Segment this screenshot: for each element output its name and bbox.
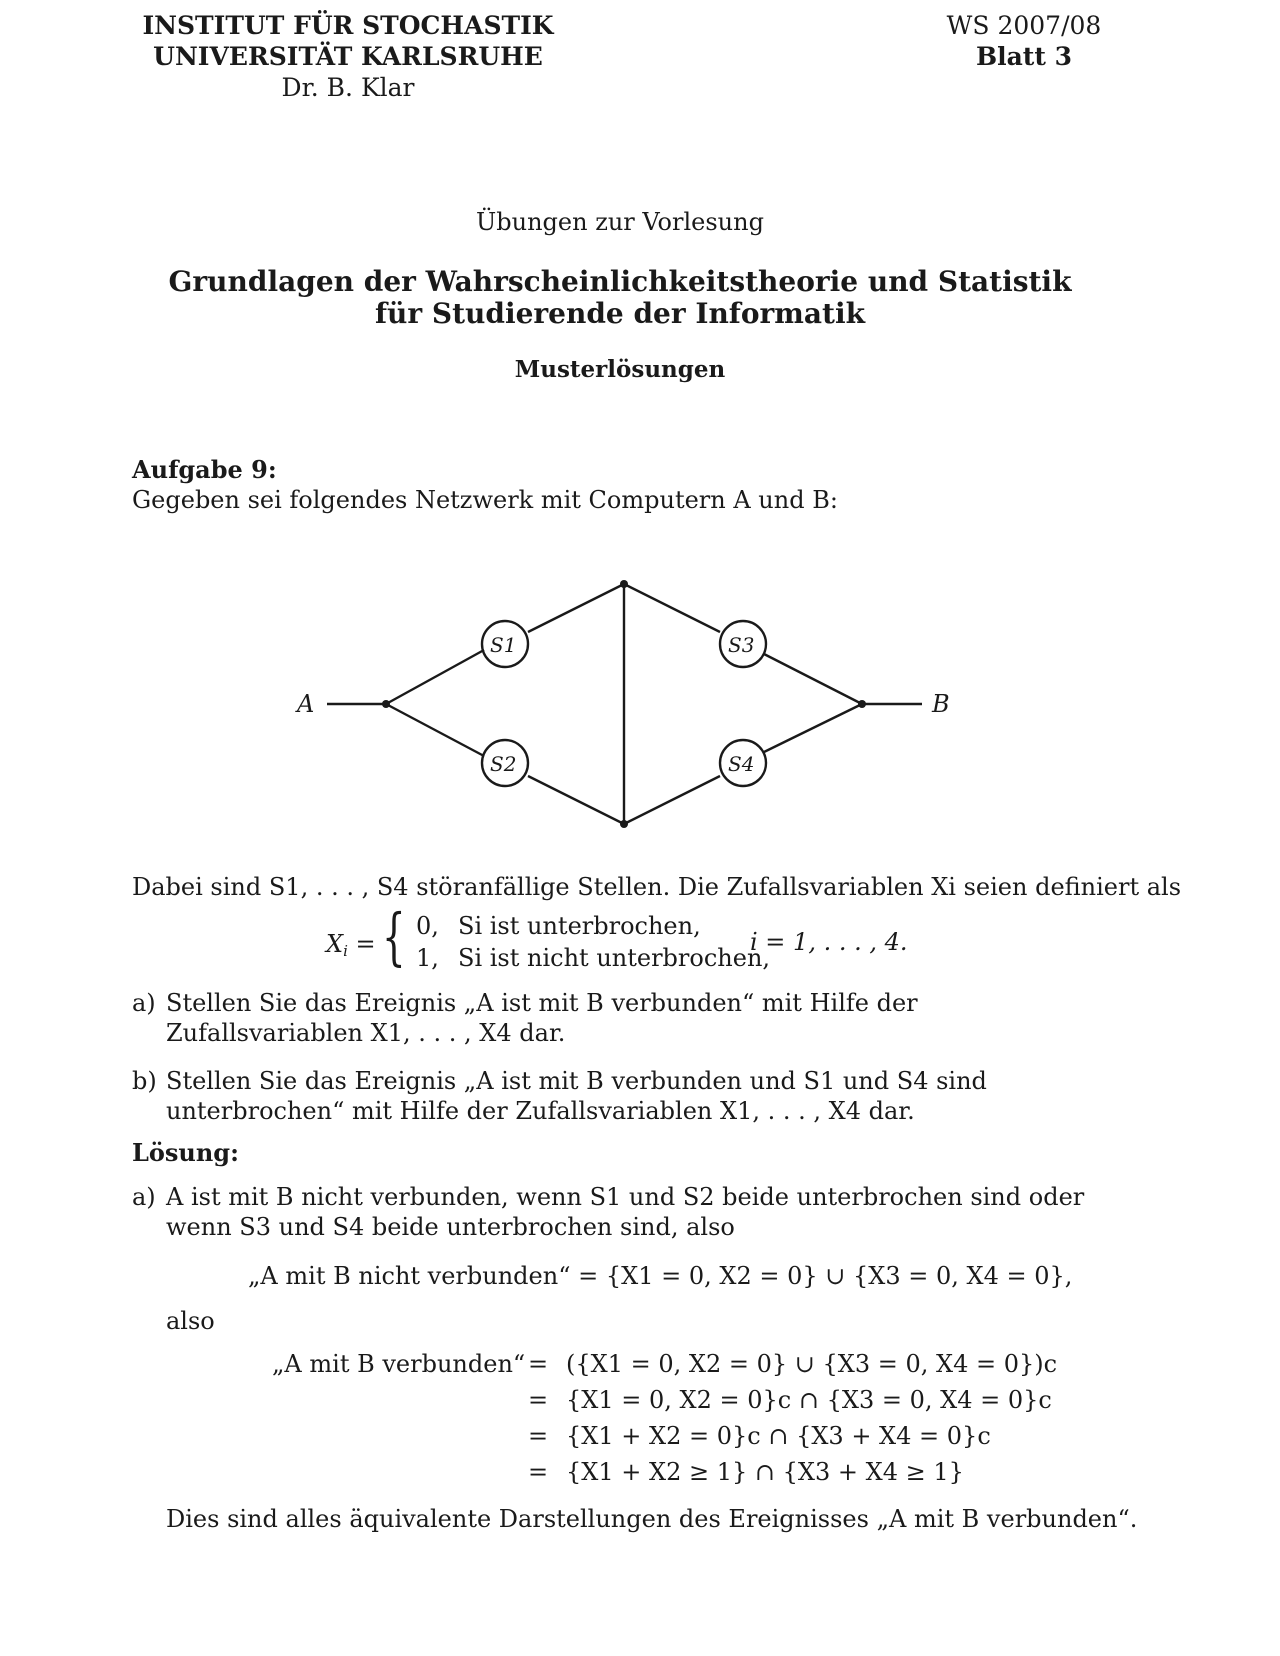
connected-lhs: „A mit B verbunden“ [272, 1350, 526, 1378]
junction-b [858, 700, 866, 708]
part-a-label: a) [132, 989, 156, 1017]
solution-a-label: a) [132, 1183, 156, 1211]
exercise-intro-text: Gegeben sei folgendes Netzwerk mit Computern A und B: [132, 486, 838, 514]
node-s3-label: S3 [728, 633, 755, 657]
university-name: UNIVERSITÄT KARLSRUHE [153, 42, 543, 71]
label-a: A [297, 690, 315, 718]
eq-sign-4: = [528, 1458, 549, 1486]
definition-text: Dabei sind S1, . . . , S4 störanfällige Stellen. Die Zufallsvariablen Xi seien definiert als [132, 873, 1182, 901]
author-name: Dr. B. Klar [281, 73, 415, 102]
node-s2-label: S2 [490, 752, 517, 776]
course-subtitle: Übungen zur Vorlesung [476, 208, 764, 236]
xi-lhs: $X_i$ = [326, 930, 376, 960]
also-text: also [166, 1307, 215, 1335]
exercise-heading: Aufgabe 9: [132, 455, 277, 484]
eq-sign-1: = [528, 1350, 549, 1378]
case1-value: 1, [416, 944, 439, 972]
course-title-line2: für Studierende der Informatik [374, 297, 866, 330]
edge-top-s3 [624, 584, 720, 632]
part-a-text: Stellen Sie das Ereignis „A ist mit B verbunden“ mit Hilfe der Zufallsvariablen X1, . . . , X4 dar. [166, 989, 918, 1047]
part-b-label: b) [132, 1067, 157, 1095]
edge-s3-b [764, 654, 862, 704]
solution-heading: Lösung: [132, 1138, 239, 1167]
case0-value: 0, [416, 912, 439, 940]
solution-a-text: A ist mit B nicht verbunden, wenn S1 und S2 beide unterbrochen sind oder wenn S3 und S4 beide unterbrochen sind, also [166, 1183, 1085, 1241]
part-b-text: Stellen Sie das Ereignis „A ist mit B verbunden und S1 und S4 sind unterbrochen“ mit Hilfe der Zufallsvariablen X1, . . . , X4 dar. [166, 1067, 987, 1125]
node-s4-label: S4 [728, 752, 755, 776]
sheet-number: Blatt 3 [975, 42, 1073, 71]
case0-text: Si ist unterbrochen, [458, 912, 701, 940]
edge-s4-b [764, 704, 862, 752]
rhs-line-2: {X1 = 0, X2 = 0}c ∩ {X3 = 0, X4 = 0}c [566, 1386, 1052, 1414]
piecewise-brace: { [382, 900, 406, 973]
rhs-line-3: {X1 + X2 = 0}c ∩ {X3 + X4 = 0}c [566, 1422, 991, 1450]
institute-name: INSTITUT FÜR STOCHASTIK [142, 11, 554, 40]
solutions-label: Musterlösungen [514, 356, 726, 383]
label-b: B [932, 690, 950, 718]
semester: WS 2007/08 [946, 11, 1102, 40]
node-s1-label: S1 [490, 633, 517, 657]
edge-bottom-s4 [624, 776, 720, 824]
case1-text: Si ist nicht unterbrochen, [458, 944, 771, 972]
edge-s1-top [528, 584, 624, 632]
rhs-line-1: ({X1 = 0, X2 = 0} ∪ {X3 = 0, X4 = 0})c [566, 1350, 1058, 1378]
edge-a-s2 [386, 704, 484, 756]
rhs-line-4: {X1 + X2 ≥ 1} ∩ {X3 + X4 ≥ 1} [566, 1458, 964, 1486]
junction-a [382, 700, 390, 708]
not-connected-equation: „A mit B nicht verbunden“ = {X1 = 0, X2 = 0} ∪ {X3 = 0, X4 = 0}, [248, 1262, 1073, 1290]
junction-top [620, 580, 628, 588]
edge-s2-bottom [528, 776, 624, 824]
conclusion-text: Dies sind alles äquivalente Darstellungen des Ereignisses „A mit B verbunden“. [166, 1505, 1138, 1533]
junction-bottom [620, 820, 628, 828]
edge-a-s1 [386, 650, 484, 704]
eq-sign-3: = [528, 1422, 549, 1450]
eq-sign-2: = [528, 1386, 549, 1414]
index-range: i = 1, . . . , 4. [750, 928, 908, 956]
course-title-line1: Grundlagen der Wahrscheinlichkeitstheorie und Statistik [168, 265, 1072, 298]
